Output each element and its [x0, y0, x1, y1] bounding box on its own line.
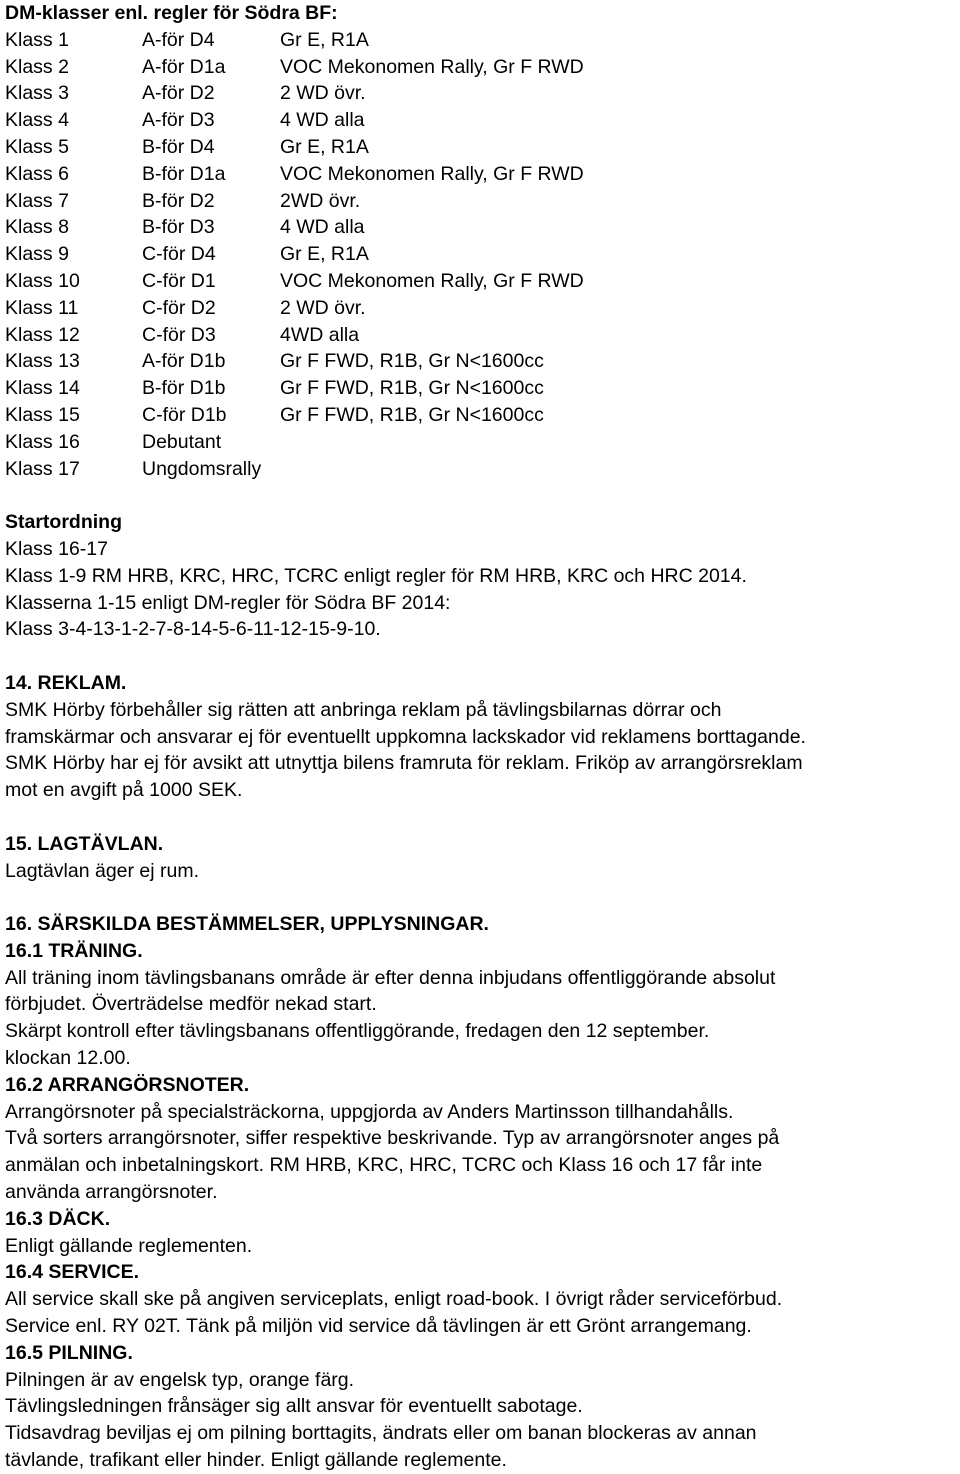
reklam-line: framskärmar och ansvarar ej för eventuellt uppkomna lackskador vid reklamens borttagande. — [5, 725, 806, 748]
reklam-line: SMK Hörby förbehåller sig rätten att anbringa reklam på tävlingsbilarnas dörrar och — [5, 698, 722, 721]
class-cars: 2 WD övr. — [280, 82, 366, 105]
class-category: Debutant — [142, 430, 222, 453]
traning-line: All träning inom tävlingsbanans område är efter denna inbjudans offentliggörande absolut — [5, 966, 776, 989]
class-name: Klass 12 — [5, 323, 80, 346]
pilning-line: Pilningen är av engelsk typ, orange färg. — [5, 1368, 355, 1391]
arrangorsnoter-line: använda arrangörsnoter. — [5, 1181, 218, 1204]
class-category: B-för D1a — [142, 162, 226, 185]
class-category: C-för D1b — [142, 403, 227, 426]
table-row — [5, 80, 960, 107]
service-line: Service enl. RY 02T. Tänk på miljön vid service då tävlingen är ett Grönt arrangemang. — [5, 1315, 752, 1338]
class-name: Klass 7 — [5, 189, 69, 212]
spacer — [5, 884, 960, 911]
class-name: Klass 16 — [5, 430, 80, 453]
class-name: Klass 10 — [5, 269, 80, 292]
class-category: C-för D2 — [142, 296, 216, 319]
class-category: B-för D1b — [142, 377, 226, 400]
table-row — [5, 134, 960, 161]
dack-heading: 16.3 DÄCK. — [5, 1207, 111, 1230]
class-category: B-för D3 — [142, 216, 215, 239]
reklam-line: mot en avgift på 1000 SEK. — [5, 779, 243, 802]
class-category: C-för D1 — [142, 269, 216, 292]
table-row — [5, 348, 960, 375]
class-name: Klass 14 — [5, 377, 80, 400]
class-cars: 4 WD alla — [280, 216, 365, 239]
traning-heading: 16.1 TRÄNING. — [5, 939, 143, 962]
spacer — [5, 643, 960, 670]
class-name: Klass 1 — [5, 28, 69, 51]
class-name: Klass 15 — [5, 403, 80, 426]
table-row — [5, 107, 960, 134]
class-name: Klass 17 — [5, 457, 80, 480]
class-cars: Gr E, R1A — [280, 28, 369, 51]
class-cars: Gr E, R1A — [280, 135, 369, 158]
startordning-line: Klass 1-9 RM HRB, KRC, HRC, TCRC enligt regler för RM HRB, KRC och HRC 2014. — [5, 564, 747, 587]
class-category: B-för D2 — [142, 189, 215, 212]
table-row — [5, 54, 960, 81]
class-name: Klass 11 — [5, 296, 79, 319]
class-category: A-för D1b — [142, 350, 226, 373]
class-cars: Gr F FWD, R1B, Gr N<1600cc — [280, 377, 544, 400]
startordning-line: Klass 3-4-13-1-2-7-8-14-5-6-11-12-15-9-10. — [5, 618, 381, 641]
class-category: C-för D4 — [142, 243, 216, 266]
class-cars: 4 WD alla — [280, 109, 365, 132]
pilning-line: tävlande, trafikant eller hinder. Enligt gällande reglemente. — [5, 1449, 507, 1472]
sarskilda-heading: 16. SÄRSKILDA BESTÄMMELSER, UPPLYSNINGAR. — [5, 913, 489, 936]
dack-line: Enligt gällande reglementen. — [5, 1234, 253, 1257]
startordning-heading: Startordning — [5, 511, 122, 534]
arrangorsnoter-heading: 16.2 ARRANGÖRSNOTER. — [5, 1073, 250, 1096]
table-row — [5, 188, 960, 215]
pilning-line: Tidsavdrag beviljas ej om pilning borttagits, ändrats eller om banan blockeras av annan — [5, 1422, 757, 1445]
class-category: A-för D3 — [142, 109, 215, 132]
table-row — [5, 268, 960, 295]
class-cars: VOC Mekonomen Rally, Gr F RWD — [280, 55, 584, 78]
traning-line: klockan 12.00. — [5, 1047, 131, 1070]
arrangorsnoter-line: anmälan och inbetalningskort. RM HRB, KRC, HRC, TCRC och Klass 16 och 17 får inte — [5, 1154, 763, 1177]
class-cars: Gr F FWD, R1B, Gr N<1600cc — [280, 350, 544, 373]
startordning-line: Klasserna 1-15 enligt DM-regler för Södra BF 2014: — [5, 591, 451, 614]
reklam-line: SMK Hörby har ej för avsikt att utnyttja bilens framruta för reklam. Friköp av arrangörsreklam — [5, 752, 803, 775]
arrangorsnoter-line: Två sorters arrangörsnoter, siffer respektive beskrivande. Typ av arrangörsnoter anges på — [5, 1127, 780, 1150]
lagtavlan-heading: 15. LAGTÄVLAN. — [5, 832, 164, 855]
class-name: Klass 5 — [5, 135, 69, 158]
table-row — [5, 27, 960, 54]
class-name: Klass 6 — [5, 162, 69, 185]
table-row — [5, 295, 960, 322]
class-category: C-för D3 — [142, 323, 216, 346]
dm-classes-table — [5, 27, 960, 483]
startordning-line: Klass 16-17 — [5, 537, 108, 560]
class-name: Klass 13 — [5, 350, 80, 373]
service-heading: 16.4 SERVICE. — [5, 1261, 140, 1284]
table-row — [5, 402, 960, 429]
arrangorsnoter-line: Arrangörsnoter på specialsträckorna, uppgjorda av Anders Martinsson tillhandahålls. — [5, 1100, 734, 1123]
class-cars: 2WD övr. — [280, 189, 361, 212]
pilning-heading: 16.5 PILNING. — [5, 1341, 133, 1364]
spacer — [5, 804, 960, 831]
lagtavlan-line: Lagtävlan äger ej rum. — [5, 859, 200, 882]
reklam-heading: 14. REKLAM. — [5, 671, 127, 694]
class-category: B-för D4 — [142, 135, 215, 158]
class-name: Klass 8 — [5, 216, 69, 239]
class-name: Klass 4 — [5, 109, 69, 132]
spacer — [5, 482, 960, 509]
table-row — [5, 456, 960, 483]
pilning-line: Tävlingsledningen frånsäger sig allt ansvar för eventuellt sabotage. — [5, 1395, 583, 1418]
table-row — [5, 241, 960, 268]
table-row — [5, 214, 960, 241]
traning-line: förbjudet. Överträdelse medför nekad start. — [5, 993, 377, 1016]
traning-line: Skärpt kontroll efter tävlingsbanans offentliggörande, fredagen den 12 september. — [5, 1020, 710, 1043]
class-name: Klass 9 — [5, 243, 69, 266]
table-row — [5, 161, 960, 188]
class-category: Ungdomsrally — [142, 457, 262, 480]
class-category: A-för D1a — [142, 55, 226, 78]
class-name: Klass 3 — [5, 82, 69, 105]
class-name: Klass 2 — [5, 55, 69, 78]
service-line: All service skall ske på angiven serviceplats, enligt road-book. I övrigt råder serviceförbud. — [5, 1288, 783, 1311]
table-row — [5, 322, 960, 349]
class-cars: Gr E, R1A — [280, 243, 369, 266]
class-cars: VOC Mekonomen Rally, Gr F RWD — [280, 269, 584, 292]
table-row — [5, 429, 960, 456]
class-category: A-för D4 — [142, 28, 215, 51]
class-cars: VOC Mekonomen Rally, Gr F RWD — [280, 162, 584, 185]
class-cars: 2 WD övr. — [280, 296, 366, 319]
class-cars: 4WD alla — [280, 323, 360, 346]
class-cars: Gr F FWD, R1B, Gr N<1600cc — [280, 403, 544, 426]
table-row — [5, 375, 960, 402]
class-category: A-för D2 — [142, 82, 215, 105]
dm-classes-title: DM-klasser enl. regler för Södra BF: — [5, 2, 338, 24]
